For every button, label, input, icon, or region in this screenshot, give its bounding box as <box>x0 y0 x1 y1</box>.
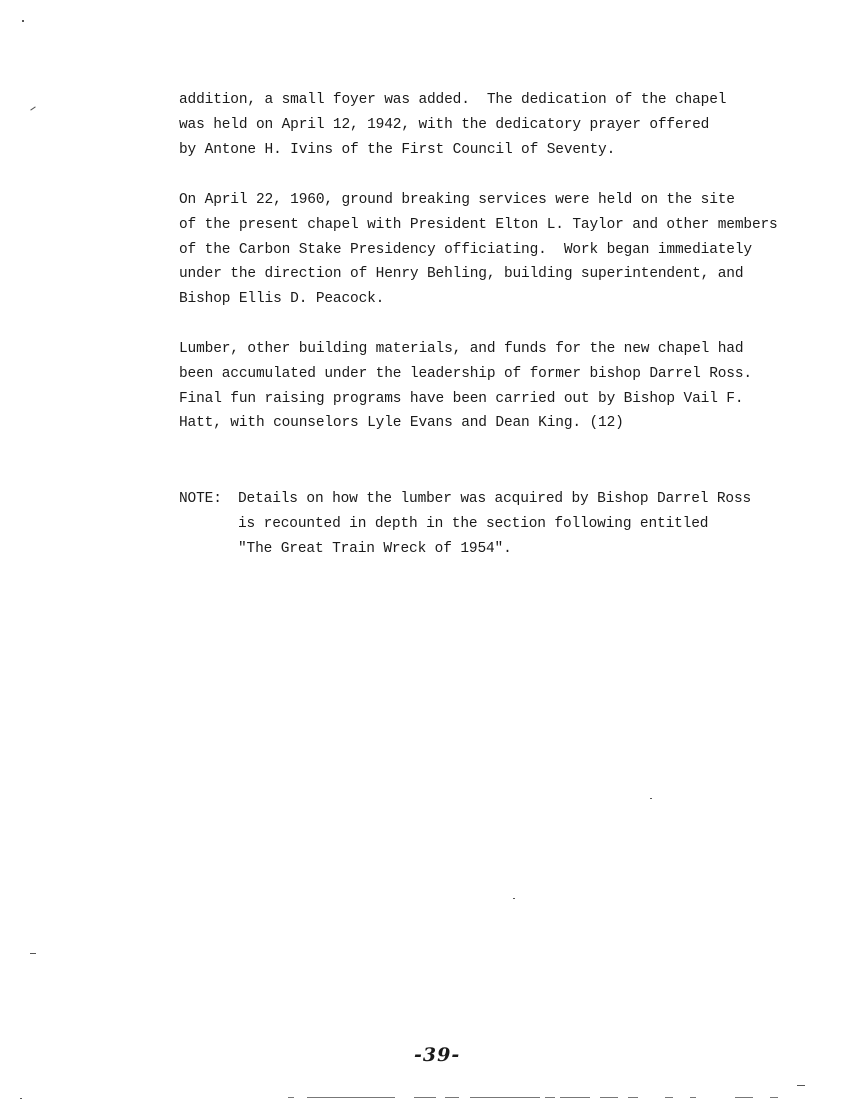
scan-speck <box>797 1085 805 1086</box>
scan-speck <box>30 106 35 110</box>
scan-rule <box>288 1097 294 1098</box>
text-line: "The Great Train Wreck of 1954". <box>238 540 512 557</box>
scan-rule <box>470 1097 540 1098</box>
text-line: was held on April 12, 1942, with the dedicatory prayer offered <box>179 116 710 133</box>
scan-rule <box>307 1097 395 1098</box>
text-line: Details on how the lumber was acquired by Bishop Darrel Ross <box>238 491 752 507</box>
scan-speck <box>22 20 24 22</box>
page-number: -39- <box>414 1044 461 1066</box>
scan-speck <box>513 898 515 899</box>
scan-rule <box>665 1097 673 1098</box>
text-line: under the direction of Henry Behling, building superintendent, and <box>179 266 744 283</box>
scan-speck <box>30 953 36 954</box>
scan-rule <box>414 1097 436 1098</box>
scan-rule <box>445 1097 459 1098</box>
text-line: of the Carbon Stake Presidency officiating. Work began immediately <box>179 241 752 258</box>
text-line: of the present chapel with President Elton L. Taylor and other members <box>179 216 778 233</box>
paragraph-ground-breaking <box>179 188 819 312</box>
text-line: On April 22, 1960, ground breaking services were held on the site <box>179 192 735 208</box>
scan-rule <box>690 1097 696 1098</box>
scan-rule <box>600 1097 618 1098</box>
scan-rule <box>770 1097 778 1098</box>
scan-rule <box>735 1097 753 1098</box>
scan-rule <box>560 1097 590 1098</box>
text-line: is recounted in depth in the section following entitled <box>238 515 709 532</box>
scan-rule <box>545 1097 555 1098</box>
scan-rule <box>628 1097 638 1098</box>
note-body <box>238 487 751 561</box>
scan-speck <box>650 798 652 799</box>
text-line: Lumber, other building materials, and funds for the new chapel had <box>179 341 744 357</box>
scan-speck <box>20 1098 22 1099</box>
text-line: by Antone H. Ivins of the First Council of Seventy. <box>179 141 616 158</box>
text-line: Bishop Ellis D. Peacock. <box>179 291 385 308</box>
text-line: addition, a small foyer was added. The dedication of the chapel <box>179 92 727 108</box>
text-line: Final fun raising programs have been carried out by Bishop Vail F. <box>179 390 744 407</box>
text-line: Hatt, with counselors Lyle Evans and Dean King. (12) <box>179 415 624 432</box>
paragraph-chapel-dedication <box>179 88 819 162</box>
paragraph-lumber-funds <box>179 337 819 436</box>
note-label: NOTE: <box>179 491 222 507</box>
text-line: been accumulated under the leadership of former bishop Darrel Ross. <box>179 365 752 382</box>
